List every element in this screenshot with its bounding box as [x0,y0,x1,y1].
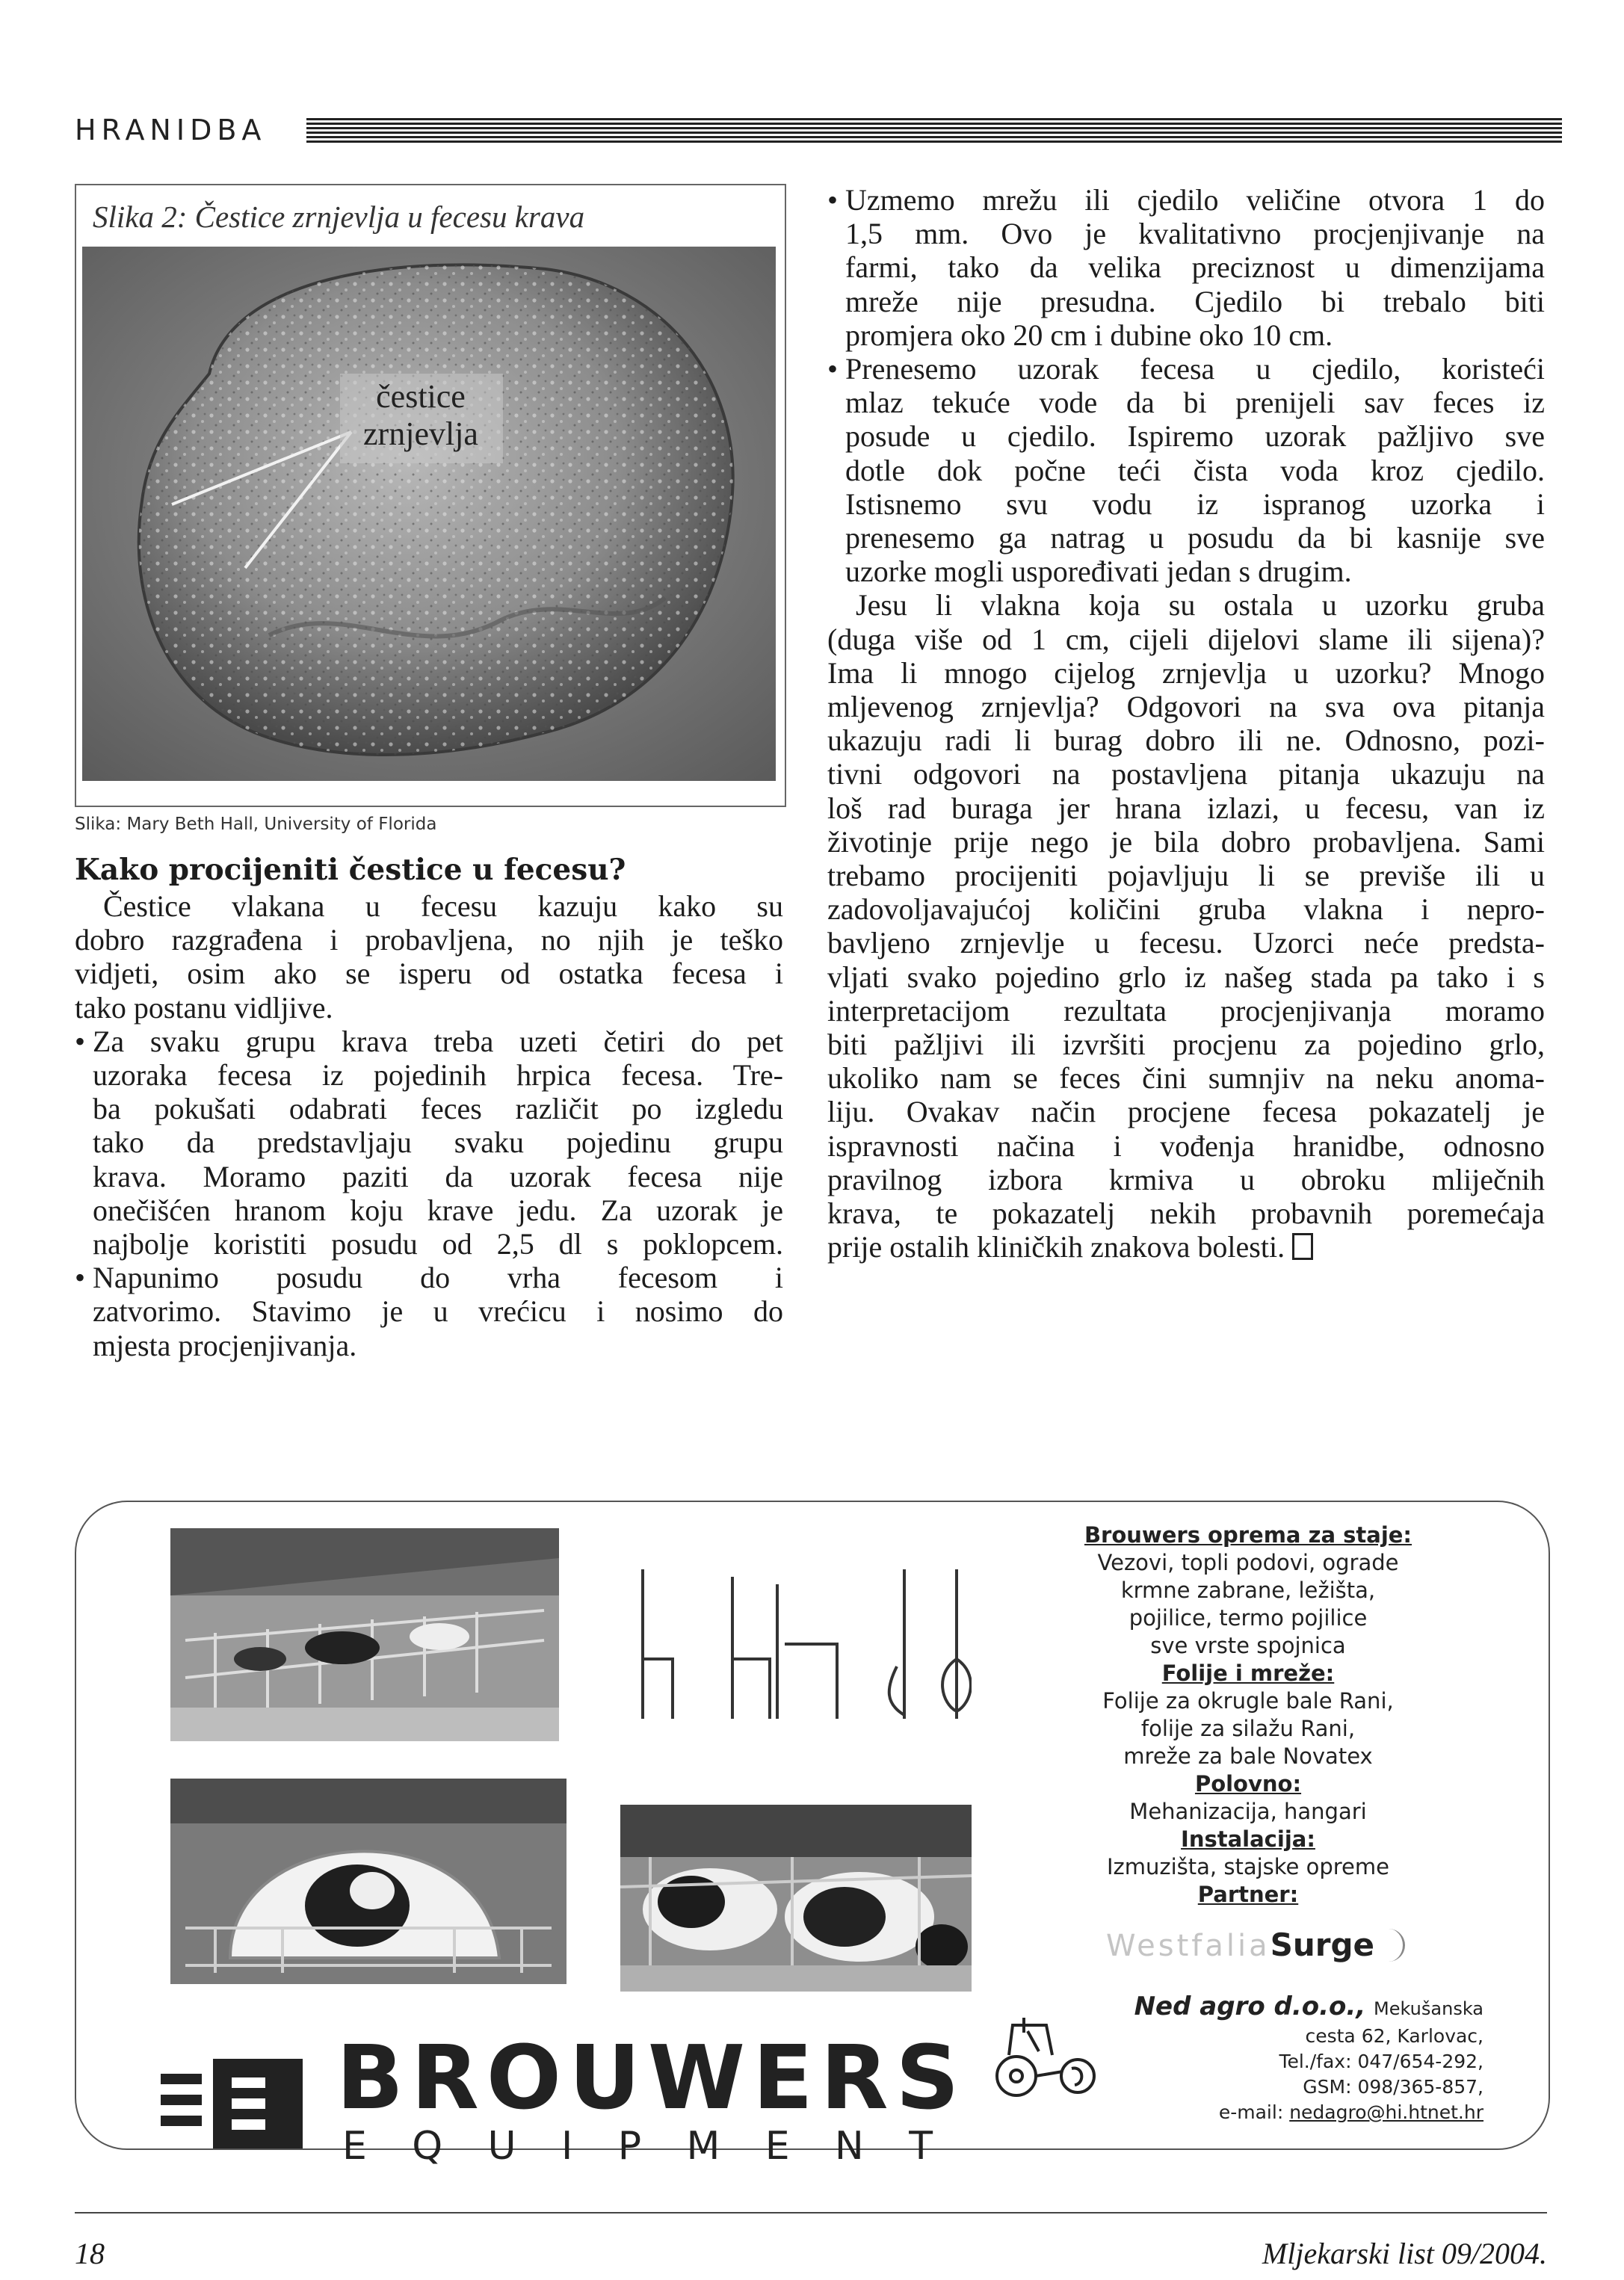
ad-photo-barn [170,1528,559,1741]
left-column [75,852,783,1362]
equipment-wordmark [342,2124,933,2169]
ad-line: Izmuzišta, stajske opreme [1107,1854,1389,1879]
text-line: životinje prije nego je bila dobro probavljena. Sami [827,824,1545,859]
ad-heading: Instalacija: [1181,1826,1315,1852]
text-line [827,1230,1545,1264]
company-address: cesta 62, Karlovac, [1305,2025,1483,2047]
wordmark-letter: M [686,2124,720,2169]
ad-line: Vezovi, topli podovi, ograde [1097,1550,1399,1575]
bullet-item [827,183,1545,352]
right-column [827,183,1545,1264]
header-rule [306,118,1562,145]
text-line: dobro razgrađena i probavljena, no njih je teško [75,923,783,957]
end-mark-icon [1292,1233,1313,1260]
text-line: biti pažljivi ili izvršiti procjenu za pojedino grlo, [827,1028,1545,1062]
text-line: tako da predstavljaju svaku pojedinu grupu [93,1125,783,1160]
figure-caption: Slika 2: Čestice zrnjevlja u fecesu krava [93,200,585,234]
text-line: uzorke mogli uspoređivati jedan s drugim. [845,554,1352,589]
bullet-item [75,1261,783,1362]
text-line: Prenesemo uzorak fecesa u cjedilo, koristeći [845,352,1545,386]
text-line: prenesemo ga natrag u posudu da bi kasnije sve [845,521,1545,555]
bullet-dot: • [827,183,839,217]
text-line: mljevenog zrnjevlja? Odgovori na sva ova pitanja [827,690,1545,724]
company-phone: Tel./fax: 047/654-292, [1279,2051,1483,2072]
ad-line: Folije za okrugle bale Rani, [1102,1688,1394,1714]
footer-rule [75,2212,1547,2213]
text-line: ba pokušati odabrati feces različit po izgledu [93,1092,783,1126]
company-name: Ned agro d.o.o., [1134,1992,1366,2021]
intro-paragraph [75,889,783,1025]
company-email[interactable]: nedagro@hi.htnet.hr [1289,2101,1483,2123]
ad-heading: Polovno: [1194,1771,1302,1796]
text-line: vljati svako pojedino grlo iz našeg stada pa tako i s [827,960,1545,994]
text-line: mlaz tekuće vode da bi prenijeli sav feces iz [845,386,1545,420]
bullet-item [75,1025,783,1261]
text-line: (duga više od 1 cm, cijeli dijelovi slame ili sijena)? [827,622,1545,656]
text-line: onečišćen hranom koju krave jedu. Za uzorak je [93,1193,783,1227]
text-line: bavljeno zrnjevlje u fecesu. Uzorci neće predsta- [827,926,1545,960]
text-line: krava, te pokazatelj nekih probavnih poremećaja [827,1196,1545,1231]
text-line: zatvorimo. Stavimo je u vrećicu i nosimo do [93,1294,783,1329]
ad-heading: Brouwers oprema za staje: [1084,1522,1412,1548]
figure-credit: Slika: Mary Beth Hall, University of Florida [75,815,437,834]
ad-line: folije za silažu Rani, [1140,1716,1356,1741]
bullet-item [827,352,1545,588]
ad-line: pojilice, termo pojilice [1129,1605,1368,1631]
partner-name-faded: Westfalia [1105,1929,1271,1963]
text-line: promjera oko 20 cm i dubine oko 10 cm. [845,318,1333,352]
figure-label-line1: čestice [376,378,466,415]
text-line: najbolje koristiti posudu od 2,5 dl s poklopcem. [93,1227,783,1261]
text-line: ispravnosti načina i vođenja hranidbe, odnosno [827,1128,1545,1163]
partner-swoosh-icon [1380,1929,1405,1962]
wordmark-letter: T [909,2124,933,2169]
text-line: interpretacijom rezultata procjenjivanja moramo [827,993,1545,1028]
company-street: Mekušanska [1374,1998,1483,2019]
ad-line: Mehanizacija, hangari [1129,1799,1367,1824]
ad-heading: Folije i mreže: [1161,1660,1335,1686]
closing-paragraph [827,588,1545,1264]
ad-line: krmne zabrane, ležišta, [1120,1578,1376,1603]
text-line: mreže nije presudna. Cjedilo bi trebalo biti [845,284,1545,318]
text-line: zadovoljavajućoj količini gruba vlakna i nepro- [827,892,1545,927]
ad-line: sve vrste spojnica [1150,1633,1346,1658]
text-line: 1,5 mm. Ovo je kvalitativno procjenjivanje na [845,217,1545,251]
page-number: 18 [75,2237,105,2270]
bullet-dot: • [827,352,839,386]
ad-photo-cows [620,1805,972,1992]
text-line: liju. Ovakav način procjene fecesa pokazatelj je [827,1095,1545,1129]
company-email-label: e-mail: [1218,2101,1284,2123]
figure-label-line2: zrnjevlja [363,415,478,452]
bullet-dot: • [75,1261,86,1295]
brouwers-wordmark: BROUWERS [336,2026,967,2129]
text-line: krava. Moramo paziti da uzorak fecesa nije [93,1159,783,1193]
bullet-dot: • [75,1024,86,1058]
wordmark-letter: Q [412,2124,443,2169]
section-title: HRANIDBA [75,114,267,146]
text-line: dotle dok počne teći čista voda kroz cjedilo. [845,453,1545,487]
wordmark-letter: N [834,2124,864,2169]
journal-issue: Mljekarski list 09/2004. [1262,2237,1547,2270]
wordmark-letter: U [487,2124,516,2169]
text-line: Za svaku grupu krava treba uzeti četiri do pet [93,1024,783,1058]
wordmark-letter: P [617,2124,642,2169]
text-line: tivni odgovori na postavljena pitanja ukazuju na [827,757,1545,791]
company-gsm: GSM: 098/365-857, [1303,2076,1483,2098]
text-line: uzoraka fecesa iz pojedinih hrpica fecesa. Tre- [93,1058,783,1093]
ad-photo-calf-hutch [170,1779,566,1984]
text-line: trebamo procijeniti pojavljuju li se previše ili u [827,859,1545,893]
text-line: Ima li mnogo cijelog zrnjevlja u uzorku? Mnogo [827,655,1545,690]
text-line: loš rad buraga jer hrana izlazi, u fecesu, van iz [827,791,1545,825]
text-line: mjesta procjenjivanja. [93,1328,357,1362]
wordmark-letter: E [765,2124,790,2169]
article-heading: Kako procijeniti čestice u fecesu? [75,853,626,887]
text-line: Istisnemo svu vodu iz ispranog uzorka i [845,486,1545,521]
text-line: posude u cjedilo. Ispiremo uzorak pažljivo sve [845,419,1545,454]
ad-text-block [1016,1521,1480,1909]
partner-name-bold: Surge [1270,1927,1375,1963]
brouwers-logo-icon [161,2036,310,2156]
company-contact [1087,1992,1483,2125]
text-line: farmi, tako da velika preciznost u dimenzijama [845,250,1545,285]
ad-heading: Partner: [1197,1882,1299,1907]
text-line-end: prije ostalih kliničkih znakova bolesti. [827,1230,1285,1264]
ad-equipment-drawings [620,1554,972,1749]
text-line: Napunimo posudu do vrha fecesom i [93,1261,783,1295]
text-line: Uzmemo mrežu ili cjedilo veličine otvora 1 do [845,183,1545,217]
text-line: Jesu li vlakna koja su ostala u uzorku gruba [856,588,1545,622]
text-line: ukoliko nam se feces čini sumnjiv na neku anoma- [827,1061,1545,1096]
wordmark-letter: E [342,2124,367,2169]
text-line: tako postanu vidljive. [75,990,333,1025]
text-line: ukazuju radi li burag dobro ili ne. Odnosno, pozi- [827,723,1545,758]
tractor-icon [994,2010,1099,2100]
wordmark-letter: I [561,2124,573,2169]
feces-photo [82,247,776,781]
ad-line: mreže za bale Novatex [1123,1743,1373,1769]
text-line: Čestice vlakana u fecesu kazuju kako su [103,889,783,923]
text-line: pravilnog izbora krmiva u obroku mliječnih [827,1162,1545,1196]
text-line: vidjeti, osim ako se isperu od ostatka fecesa i [75,957,783,991]
partner-logo [1061,1927,1450,1971]
